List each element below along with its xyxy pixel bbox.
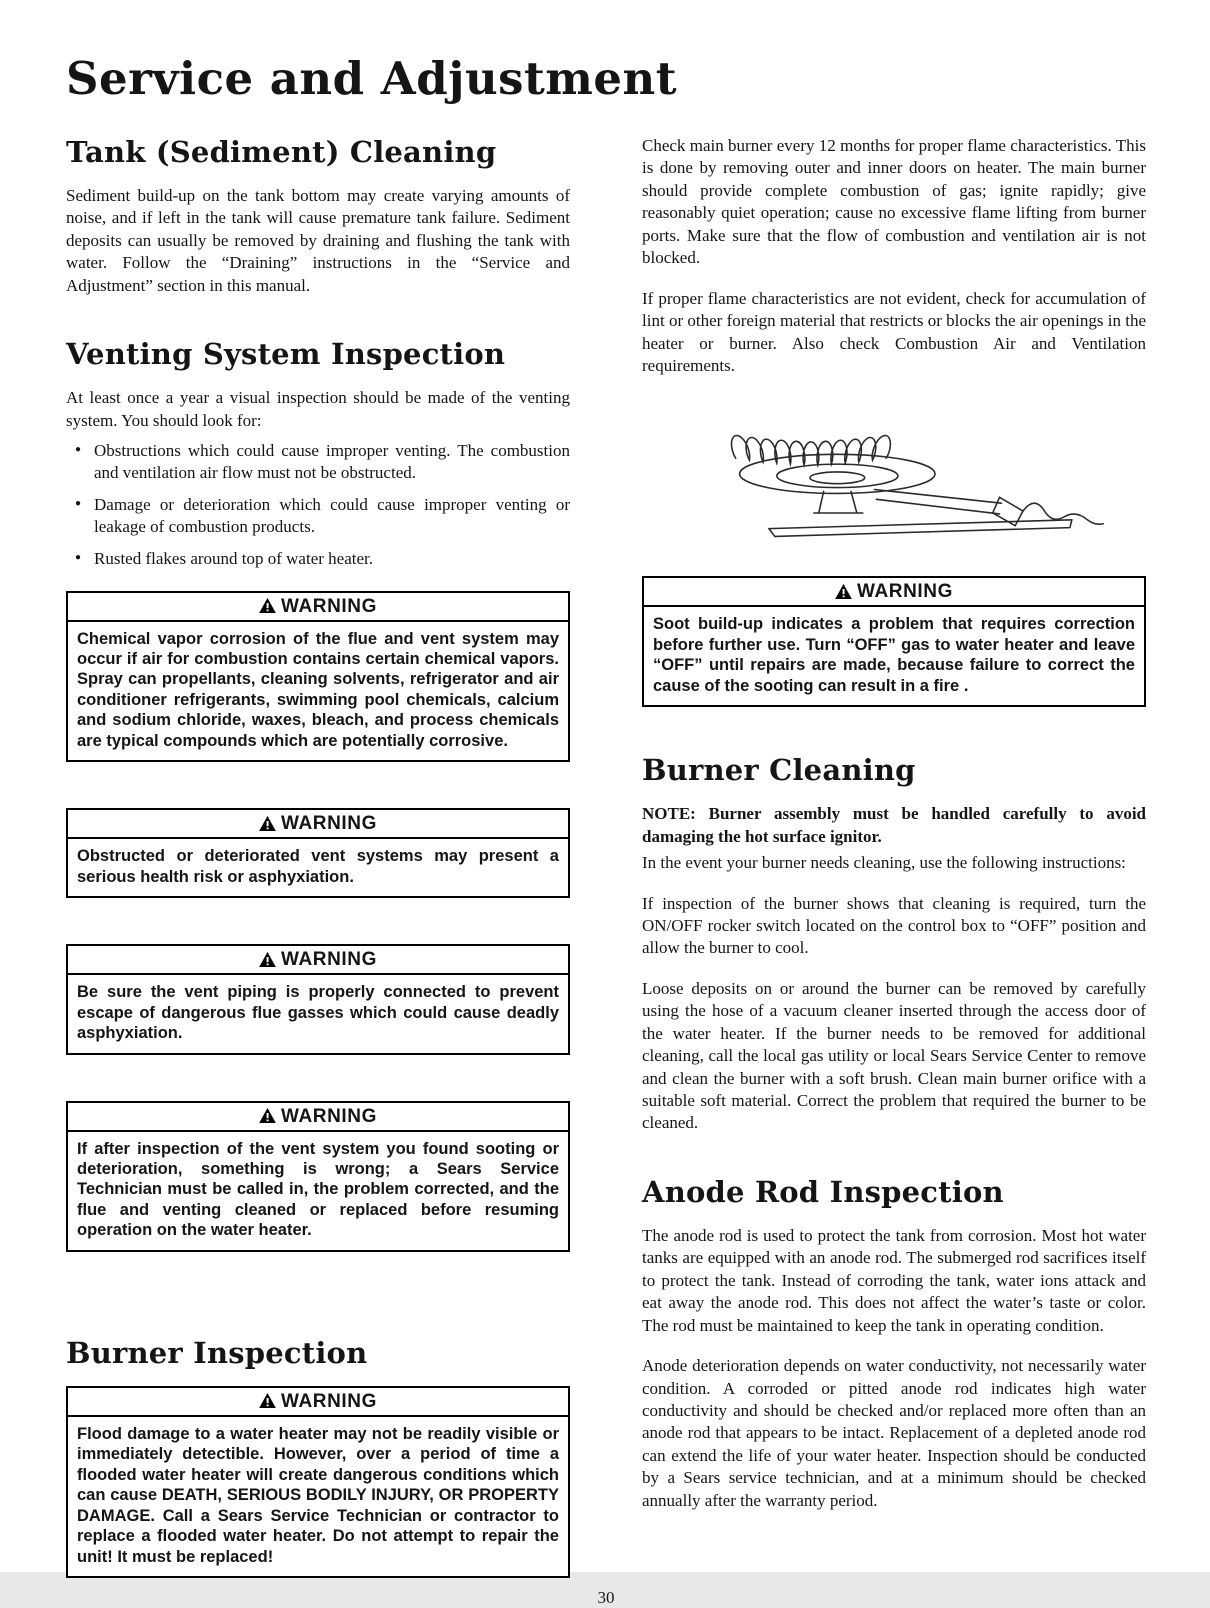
warning-icon <box>835 584 852 599</box>
warning-icon <box>259 598 276 613</box>
warning-title: WARNING <box>280 949 378 971</box>
warning-header <box>68 593 568 622</box>
section-heading-burner-inspection: Burner Inspection <box>66 1335 368 1370</box>
bullet-text: Obstructions which could cause improper venting. The combustion and ventilation air flow must not be obstructed. <box>94 441 570 483</box>
paragraph-venting-intro: At least once a year a visual inspection should be made of the venting system. You should look for: <box>66 388 570 430</box>
paragraph-anode-2: Anode deterioration depends on water conductivity, not necessarily water condition. A corroded or pitted anode rod indicates high water conductivity and should be checked and/or replaced more often than an anode rod that appears to be intact. Replacement of a depleted anode rod can extend the life of your water heater. Inspection should be conducted by a Sears service technician, and at a minimum should be checked annually after the warranty period. <box>642 1356 1146 1510</box>
burner-illustration <box>642 395 1146 548</box>
warning-icon <box>259 952 276 967</box>
warning-header <box>68 1103 568 1132</box>
bullet-dot-icon: ● <box>75 498 82 510</box>
bullet-dot-icon: ● <box>75 552 82 564</box>
section-heading-venting-inspection: Venting System Inspection <box>66 337 506 372</box>
warning-title: WARNING <box>280 1105 378 1127</box>
warning-text: Chemical vapor corrosion of the flue and vent system may occur if air for combustion contains certain chemical vapors. Spray can propellants, cleaning solvents, refrigerator and air conditioner refrigerants, swimming pool chemicals, calcium and sodium chloride, waxes, bleach, and process chemicals are typical compounds which are potentially corrosive. <box>77 629 559 750</box>
spacer <box>642 1153 1146 1175</box>
warning-header <box>68 810 568 839</box>
left-column <box>66 135 570 1578</box>
warning-text: Be sure the vent piping is properly connected to prevent escape of dangerous flue gasses which could cause deadly asphyxiation. <box>77 983 559 1043</box>
warning-header <box>644 578 1144 607</box>
section-heading-anode-rod: Anode Rod Inspection <box>642 1174 1004 1209</box>
paragraph-anode-1: The anode rod is used to protect the tank from corrosion. Most hot water tanks are equipped with an anode rod. The submerged rod sacrifices itself to protect the tank. Instead of corroding the tank, water ions attack and eat away the anode rod. This does not affect the water’s taste or color. The rod must be maintained to keep the tank in operating condition. <box>642 1225 1146 1335</box>
warning-box-chemical-vapor <box>66 591 570 763</box>
spacer <box>66 315 570 337</box>
warning-header <box>68 1388 568 1417</box>
warning-text: Obstructed or deteriorated vent systems may present a serious health risk or asphyxiation. <box>77 847 559 886</box>
warning-box-flood-damage <box>66 1386 570 1578</box>
spacer <box>66 1298 570 1336</box>
bullet-dot-icon: ● <box>75 444 82 456</box>
warning-box-soot-buildup <box>642 576 1146 707</box>
paragraph-burner-cleaning-1: If inspection of the burner shows that cleaning is required, turn the ON/OFF rocker switch located on the control box to “OFF” position and allow the burner to cool. <box>642 893 1146 958</box>
warning-icon <box>259 816 276 831</box>
right-column <box>642 135 1146 1530</box>
warning-title: WARNING <box>856 581 954 603</box>
bullet-text: Damage or deterioration which could cause improper venting or leakage of combustion products. <box>94 495 570 537</box>
venting-bullet-item <box>66 440 570 484</box>
warning-text: Soot build-up indicates a problem that requires correction before further use. Turn “OFF” gas to water heater and leave “OFF” until repairs are made, because failure to correct the cause of the sooting can result in a fire . <box>653 615 1135 695</box>
venting-checklist <box>66 440 570 570</box>
paragraph-burner-intro: In the event your burner needs cleaning, use the following instructions: <box>642 853 1126 873</box>
two-column-layout <box>66 135 1146 1578</box>
venting-bullet-item <box>66 494 570 538</box>
warning-icon <box>259 1393 276 1408</box>
warning-text: Flood damage to a water heater may not be readily visible or immediately detectible. However, over a period of time a flooded water heater will create dangerous conditions which can cause DEATH, SERIOUS BODILY INJURY, OR PROPERTY DAMAGE. Call a Sears Service Technician or contractor to replace a flooded water heater. Do not attempt to repair the unit! It must be replaced! <box>77 1424 559 1566</box>
warning-text: If after inspection of the vent system you found sooting or deterioration, something is wrong; a Sears Service Technician must be called in, the problem corrected, and the flue and venting cleaned or replaced before resuming operation on the water heater. <box>77 1139 559 1240</box>
warning-title: WARNING <box>280 1390 378 1412</box>
warning-icon <box>259 1108 276 1123</box>
warning-box-vent-piping <box>66 944 570 1054</box>
paragraph-burner-note: NOTE: Burner assembly must be handled carefully to avoid damaging the hot surface ignitor. <box>642 804 1146 846</box>
section-heading-burner-cleaning: Burner Cleaning <box>642 753 916 788</box>
warning-header <box>68 946 568 975</box>
page-title: Service and Adjustment <box>66 52 678 105</box>
paragraph-flame-characteristics: If proper flame characteristics are not evident, check for accumulation of lint or other foreign material that restricts or blocks the air openings in the heater or burner. Also check Combustion Air and Ventilation requirements. <box>642 288 1146 375</box>
paragraph-tank-cleaning: Sediment build-up on the tank bottom may create varying amounts of noise, and if left in the tank will cause premature tank failure. Sediment deposits can usually be removed by draining and flushing the tank with water. Follow the “Draining” instructions in the “Service and Adjustment” section in this manual. <box>66 186 570 295</box>
paragraph-burner-cleaning-2: Loose deposits on or around the burner can be removed by carefully using the hose of a vacuum cleaner inserted through the access door of the water heater. If the burner needs to be removed for additional cleaning, call the local gas utility or local Sears Service Center to remove and clean the burner with a soft brush. Clean main burner orifice with a suitable soft material. Correct the problem that required the burner to be cleaned. <box>642 978 1146 1133</box>
bullet-text: Rusted flakes around top of water heater. <box>94 549 373 569</box>
warning-title: WARNING <box>280 595 378 617</box>
warning-title: WARNING <box>280 813 378 835</box>
section-heading-tank-cleaning: Tank (Sediment) Cleaning <box>66 135 497 169</box>
paragraph-burner-check: Check main burner every 12 months for proper flame characteristics. This is done by removing outer and inner doors on heater. The main burner should provide complete combustion of gas; ignite rapidly; give reasonably quiet operation; cause no excessive flame lifting from burner ports. Make sure that the flow of combustion and ventilation air is not blocked. <box>642 136 1146 268</box>
warning-box-obstructed-vent <box>66 808 570 898</box>
warning-box-sooting <box>66 1101 570 1252</box>
page-number: 30 <box>597 1587 615 1607</box>
venting-bullet-item <box>66 548 570 570</box>
